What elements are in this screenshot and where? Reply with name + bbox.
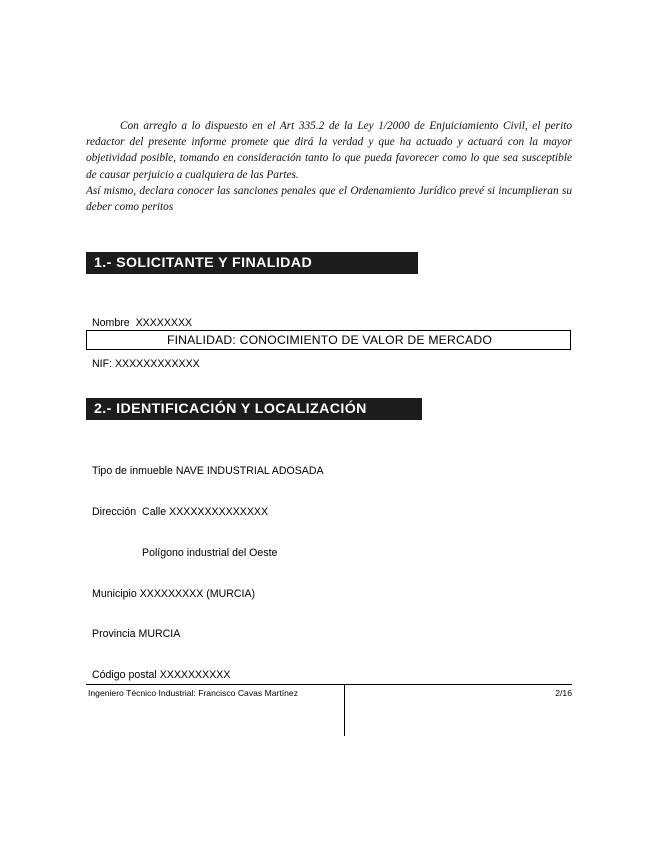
intro-text-2: Así mismo, declara conocer las sanciones penales que el Ordenamiento Jurídico prevé si incumplieran su deber como peritos — [86, 184, 572, 214]
section-heading-identificacion: 2.- IDENTIFICACIÓN Y LOCALIZACIÓN — [86, 398, 422, 420]
intro-paragraph — [86, 118, 572, 215]
field-municipio: Municipio XXXXXXXXX (MURCIA) — [92, 587, 256, 600]
footer-author: Ingeniero Técnico Industrial: Francisco Cavas Martínez — [88, 688, 299, 698]
footer-vertical-rule — [344, 684, 345, 736]
field-codigo-postal: Código postal XXXXXXXXXX — [92, 669, 231, 682]
footer-page-number: 2/16 — [555, 688, 572, 698]
identificacion-fields — [92, 438, 324, 710]
field-tipo-inmueble: Tipo de inmueble NAVE INDUSTRIAL ADOSADA — [92, 465, 324, 478]
field-nif: NIF: XXXXXXXXXXXX — [92, 357, 200, 370]
section-heading-solicitante: 1.- SOLICITANTE Y FINALIDAD — [86, 252, 418, 274]
intro-paragraph-1 — [86, 118, 572, 183]
intro-text-1: Con arreglo a lo dispuesto en el Art 335.2 de la Ley 1/2000 de Enjuiciamiento Civil, el perito redactor del presente informe promete que dirá la verdad y que ha actuado y actuará con la mayor objetividad posible, tomando en consideración tanto lo que pueda favorecer como lo que sea susceptible de causar perjuicio a cualquiera de las Partes. — [86, 120, 572, 181]
field-nombre: Nombre XXXXXXXX — [92, 317, 193, 330]
intro-paragraph-2 — [86, 183, 572, 215]
field-direccion-linea2: Polígono industrial del Oeste — [142, 546, 278, 559]
finalidad-text: FINALIDAD: CONOCIMIENTO DE VALOR DE MERCADO — [166, 333, 493, 347]
footer-divider-line — [86, 684, 572, 685]
field-provincia: Provincia MURCIA — [92, 628, 181, 641]
finalidad-box — [86, 330, 571, 350]
field-direccion: Dirección Calle XXXXXXXXXXXXXX — [92, 505, 269, 518]
